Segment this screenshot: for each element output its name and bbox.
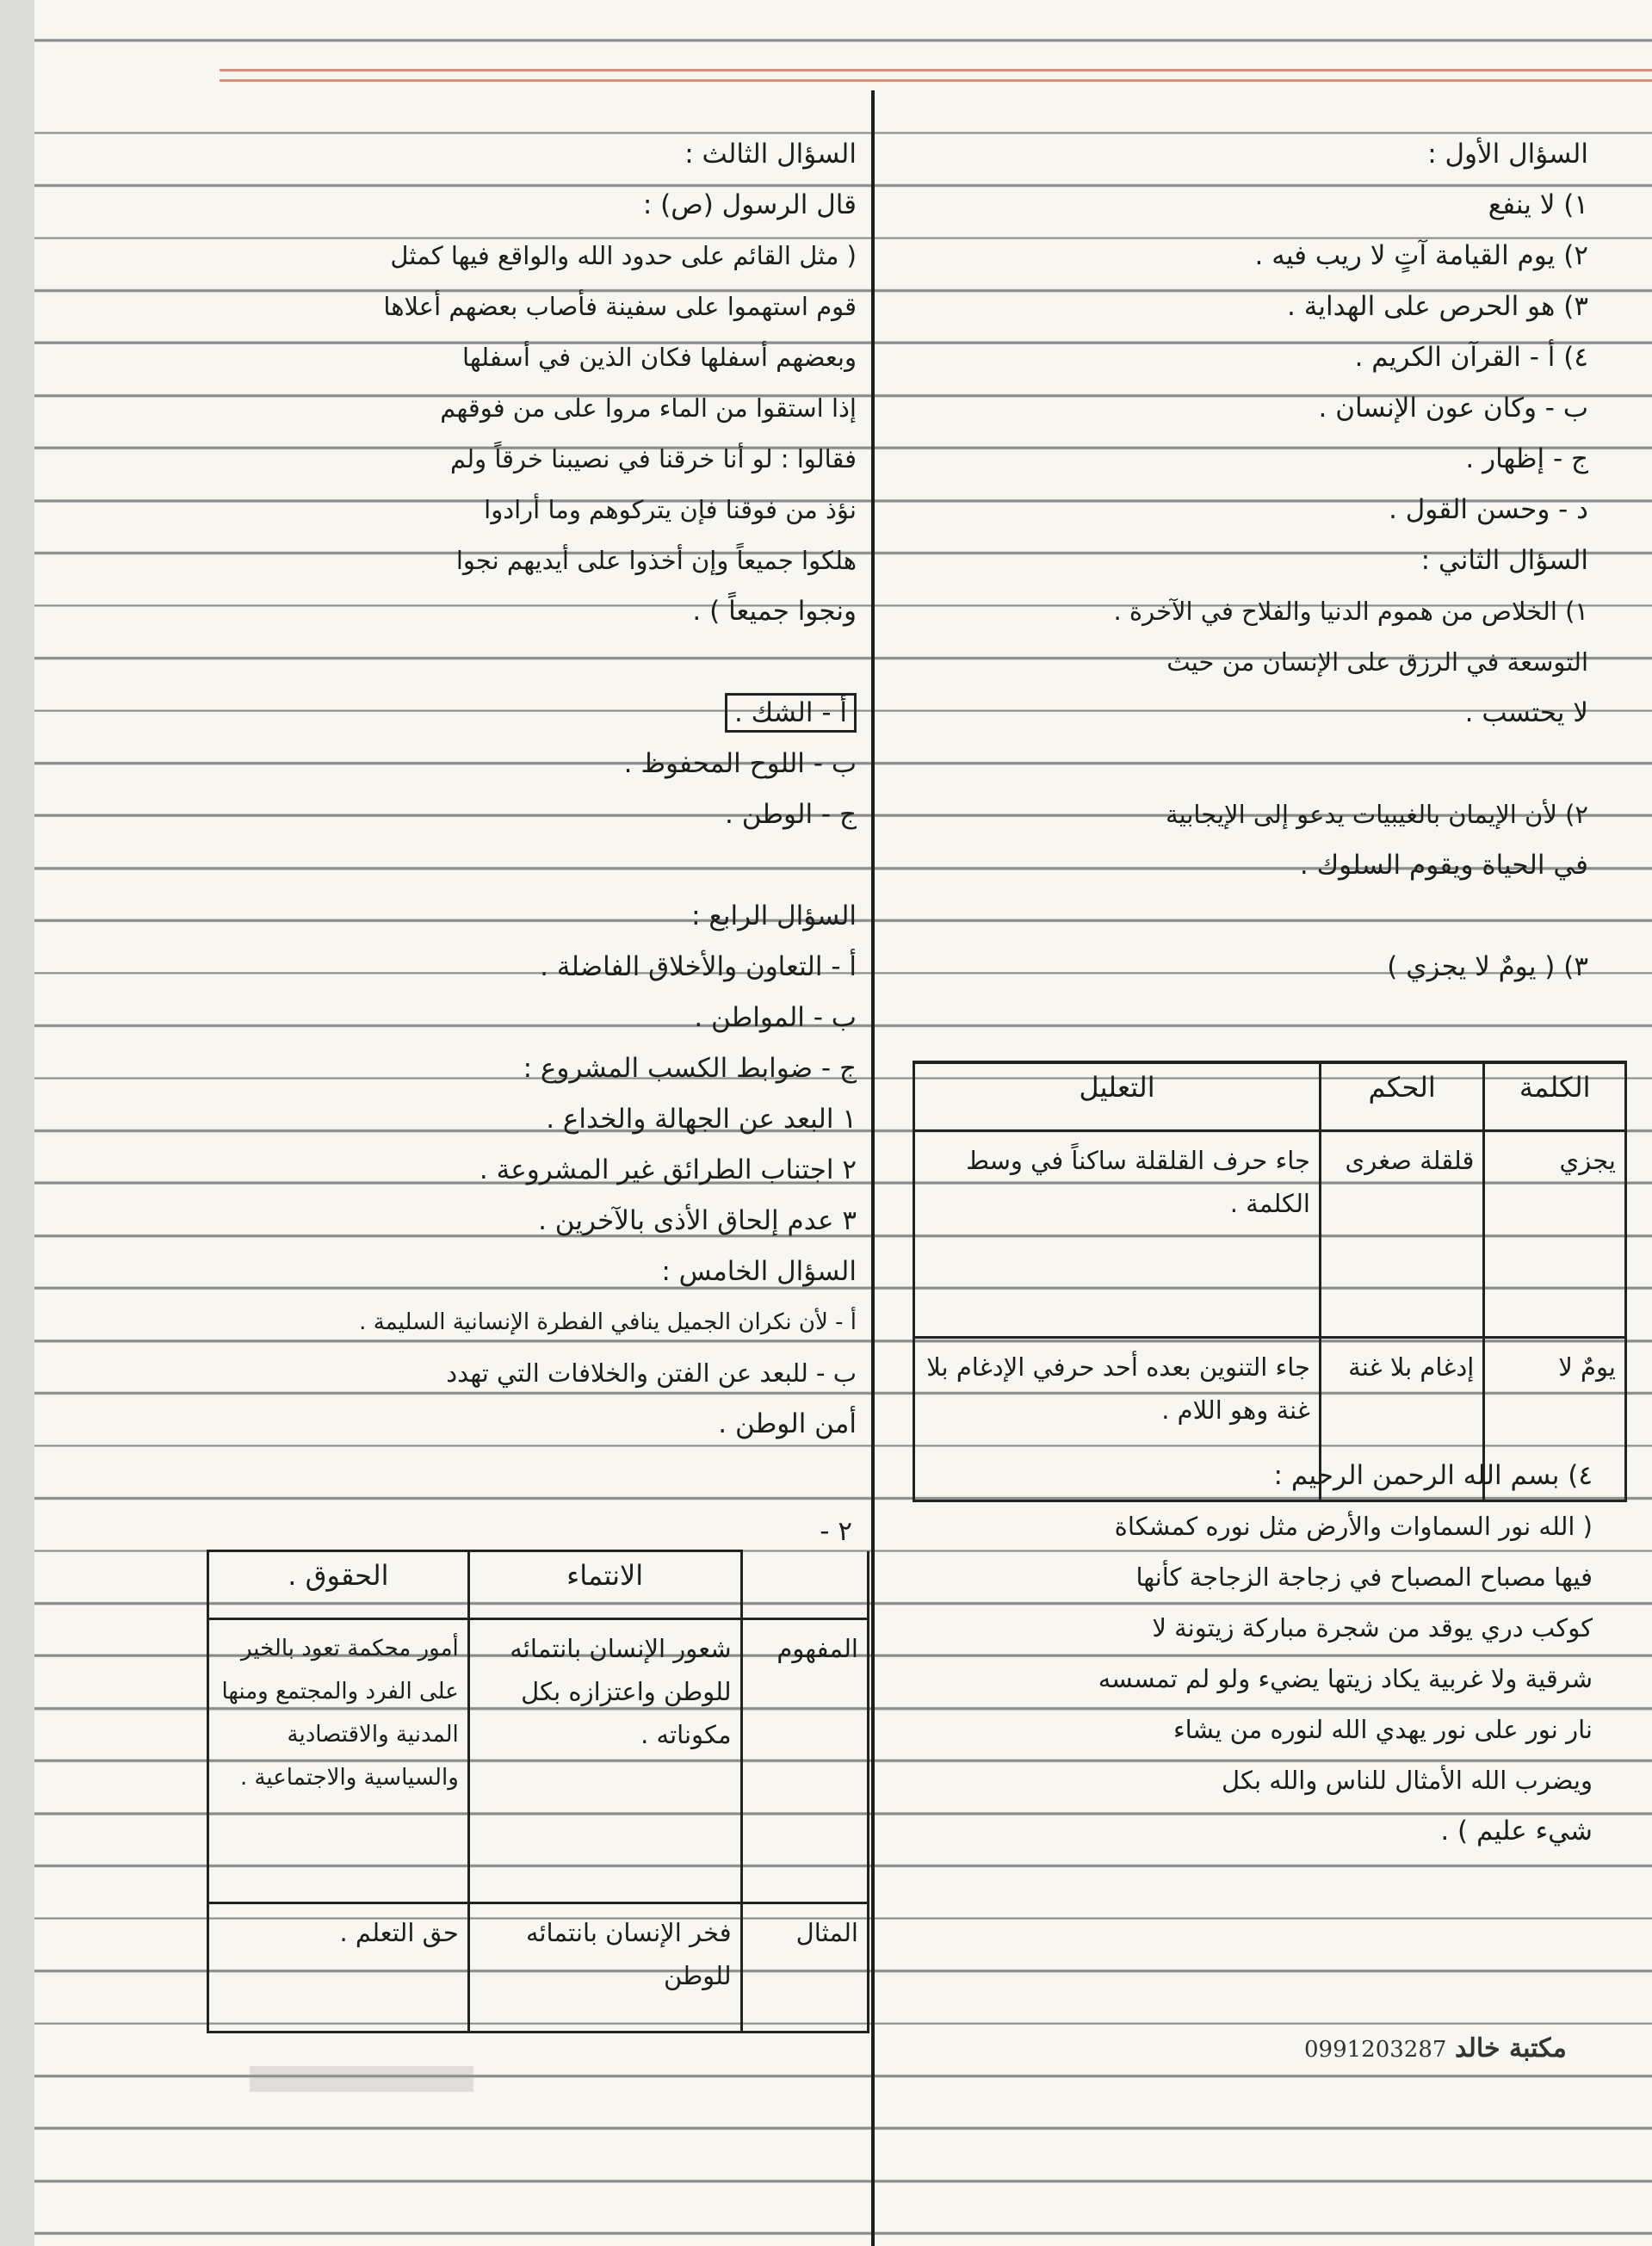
- table-row: [914, 1131, 1626, 1338]
- answer-line: ٤) أ - القرآن الكريم .: [1354, 342, 1588, 373]
- shop-name: مكتبة خالد: [1454, 2033, 1567, 2063]
- answer-line: السؤال الثاني :: [1420, 545, 1588, 576]
- table-cell: قلقلة صغرى: [1320, 1131, 1483, 1338]
- answer-line: ب - للبعد عن الفتن والخلافات التي تهدد: [446, 1358, 857, 1388]
- answer-line: ٢) لأن الإيمان بالغيبيات يدعو إلى الإيجابية: [1166, 800, 1588, 829]
- answer-line: ب - المواطن .: [694, 1002, 857, 1033]
- ayah-line: شيء عليم ) .: [1440, 1816, 1593, 1847]
- tajweed-table: [913, 1061, 1627, 1502]
- answer-line: [900, 739, 1588, 789]
- answer-line: ١) الخلاص من هموم الدنيا والفلاح في الآخرة .: [1113, 597, 1588, 626]
- answer-line: د - وحسن القول .: [1389, 494, 1588, 525]
- answer-line: ٣ عدم إلحاق الأذى بالآخرين .: [538, 1205, 857, 1236]
- table-cell: إدغام بلا غنة: [1320, 1338, 1483, 1501]
- right-column-answers: [900, 129, 1588, 993]
- answer-line: نؤذ من فوقنا فإن يتركوهم وما أرادوا: [484, 495, 857, 524]
- table-row: [208, 1903, 869, 2033]
- table-header: الحكم: [1320, 1062, 1483, 1131]
- ayah-line: ٤) بسم الله الرحمن الرحيم :: [1273, 1460, 1593, 1491]
- table-header: الكلمة: [1484, 1062, 1626, 1131]
- table-cell: فخر الإنسان بانتمائه للوطن: [468, 1903, 741, 2033]
- table-header: التعليل: [914, 1062, 1321, 1131]
- table-cell: يومٌ لا: [1484, 1338, 1626, 1501]
- compare-number: ٢ -: [820, 1516, 852, 1547]
- compare-table: [207, 1550, 869, 2033]
- table-cell: المفهوم: [741, 1619, 868, 1903]
- answer-line: ٢ اجتناب الطرائق غير المشروعة .: [479, 1154, 857, 1185]
- answer-line: ٢) يوم القيامة آتٍ لا ريب فيه .: [1254, 240, 1588, 271]
- table-header: [741, 1551, 868, 1619]
- answer-line: أ - التعاون والأخلاق الفاضلة .: [540, 951, 857, 982]
- table-cell: يجزي: [1484, 1131, 1626, 1338]
- answer-line: [172, 840, 857, 891]
- ayah-line: فيها مصباح المصباح في زجاجة الزجاجة كأنها: [1135, 1562, 1593, 1592]
- answer-line: إذا استقوا من الماء مروا على من فوقهم: [440, 393, 857, 423]
- answer-line: في الحياة ويقوم السلوك .: [1299, 850, 1588, 881]
- answer-line: وبعضهم أسفلها فكان الذين في أسفلها: [462, 343, 857, 372]
- ayah-line: شرقية ولا غربية يكاد زيتها يضيء ولو لم تمسسه: [1098, 1664, 1593, 1693]
- table-cell: المثال: [741, 1903, 868, 2033]
- table-cell: شعور الإنسان بانتمائه للوطن واعتزازه بكل مكوناته .: [468, 1619, 741, 1903]
- table-header: الحقوق .: [208, 1551, 469, 1619]
- answer-line: [172, 688, 857, 739]
- answer-line: ١ البعد عن الجهالة والخداع .: [546, 1104, 857, 1135]
- answer-line: فقالوا : لو أنا خرقنا في نصيبنا خرقاً ولم: [449, 444, 857, 473]
- column-divider: [871, 90, 875, 2246]
- faint-stamp: [250, 2066, 473, 2092]
- margin-line-top-2: [220, 79, 1652, 82]
- answer-line: هلكوا جميعاً وإن أخذوا على أيديهم نجوا: [455, 546, 857, 575]
- answer-line: ج - ضوابط الكسب المشروع :: [523, 1053, 857, 1084]
- answer-line: ٣) ( يومٌ لا يجزي ): [1387, 951, 1588, 982]
- answer-line: السؤال الخامس :: [661, 1256, 857, 1287]
- answer-line: [900, 891, 1588, 942]
- table-cell: جاء التنوين بعده أحد حرفي الإدغام بلا غنة وهو اللام .: [914, 1338, 1321, 1501]
- answer-line: ٣) هو الحرص على الهداية .: [1287, 291, 1588, 322]
- answer-line: أمن الوطن .: [718, 1408, 857, 1439]
- shop-phone: 0991203287: [1304, 2037, 1447, 2063]
- margin-line-top: [220, 69, 1652, 71]
- answer-line: ج - الوطن .: [725, 799, 857, 830]
- table-header: الانتماء: [468, 1551, 741, 1619]
- answer-line: [172, 637, 857, 688]
- answer-line: قوم استهموا على سفينة فأصاب بعضهم أعلاها: [383, 292, 857, 321]
- answer-line: أ - لأن نكران الجميل ينافي الفطرة الإنسانية السليمة .: [359, 1309, 857, 1335]
- answer-line: ١) لا ينفع: [1488, 189, 1588, 220]
- answer-line: ج - إظهار .: [1465, 443, 1588, 474]
- ayah-block: [895, 1451, 1593, 1857]
- table-cell: حق التعلم .: [208, 1903, 469, 2033]
- table-row: [208, 1619, 869, 1903]
- table-cell: جاء حرف القلقلة ساكناً في وسط الكلمة .: [914, 1131, 1321, 1338]
- answer-line: السؤال الثالث :: [684, 139, 857, 170]
- answer-line: السؤال الرابع :: [691, 900, 857, 931]
- answer-line: ب - اللوح المحفوظ .: [623, 748, 857, 779]
- shop-stamp: [1304, 2033, 1567, 2063]
- answer-line: السؤال الأول :: [1427, 139, 1588, 170]
- answer-line: ( مثل القائم على حدود الله والواقع فيها كمثل: [390, 241, 857, 270]
- answer-line: لا يحتسب .: [1464, 697, 1588, 728]
- answer-line: التوسعة في الرزق على الإنسان من حيث: [1166, 647, 1588, 677]
- left-column-answers: [172, 129, 857, 1450]
- answer-line: ب - وكان عون الإنسان .: [1318, 393, 1588, 424]
- answer-line: ونجوا جميعاً ) .: [692, 596, 857, 627]
- ayah-line: ويضرب الله الأمثال للناس والله بكل: [1222, 1766, 1593, 1795]
- table-cell: أمور محكمة تعود بالخير على الفرد والمجتمع ومنها المدنية والاقتصادية والسياسية والاجتماعية .: [208, 1619, 469, 1903]
- answer-line: قال الرسول (ص) :: [642, 189, 857, 220]
- ayah-line: كوكب دري يوقد من شجرة مباركة زيتونة لا: [1152, 1613, 1593, 1643]
- ayah-line: ( الله نور السماوات والأرض مثل نوره كمشكاة: [1114, 1512, 1593, 1541]
- ayah-line: نار نور على نور يهدي الله لنوره من يشاء: [1172, 1715, 1593, 1744]
- boxed-answer: أ - الشك .: [725, 693, 857, 733]
